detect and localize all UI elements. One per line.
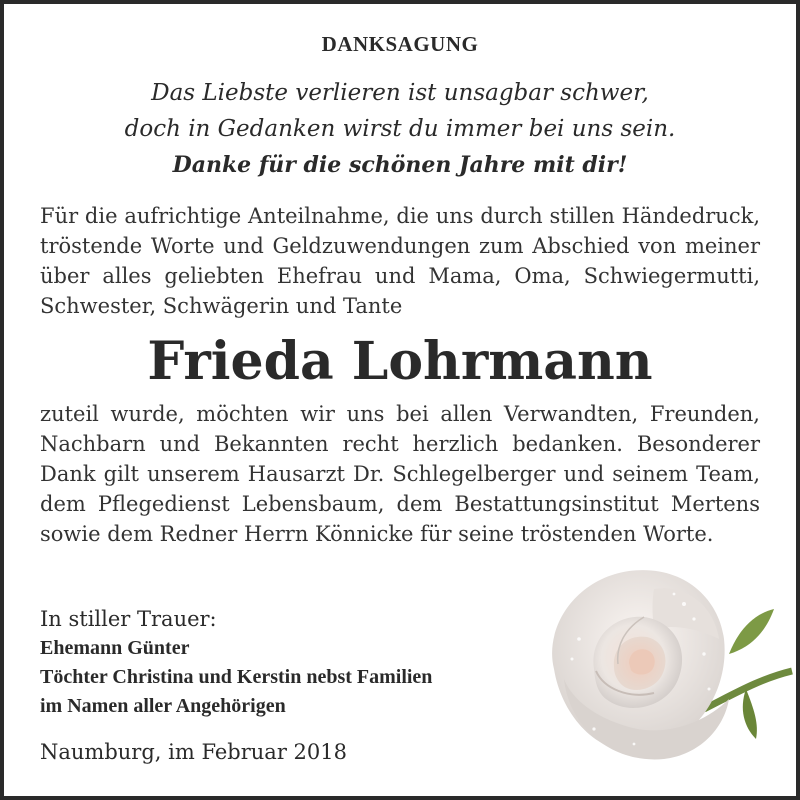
signatory-line: Ehemann Günter (40, 637, 190, 659)
mourning-intro: In stiller Trauer: (40, 607, 217, 631)
white-rose-image (534, 559, 794, 779)
signatory-line: im Namen aller Angehörigen (40, 695, 286, 717)
poem-line-1: Das Liebste verlieren ist unsagbar schwer, (151, 80, 649, 106)
poem (40, 75, 760, 183)
thanks-paragraph-2: zuteil wurde, möchten wir uns bei allen Verwandten, Freunden, Nachbarn und Bekannten recht herzlich bedanken. Besonderer Dank gilt unserem Hausarzt Dr. Schlegelberger und seinem Team, dem Pflegedienst Lebensbaum, dem Bestattungsinstitut Mertens sowie dem Redner Herrn Könnicke für seine tröstenden Worte. (40, 402, 760, 546)
poem-line-3: Danke für die schönen Jahre mit dir! (172, 152, 628, 178)
notice-heading: DANKSAGUNG (321, 32, 479, 56)
closing-block (40, 604, 432, 767)
poem-line-2: doch in Gedanken wirst du immer bei uns sein. (124, 116, 676, 142)
signatory-line: Töchter Christina und Kerstin nebst Familien (40, 666, 433, 688)
place-and-date: Naumburg, im Februar 2018 (40, 740, 347, 764)
thanks-paragraph-1: Für die aufrichtige Anteilnahme, die uns durch stillen Händedruck, tröstende Worte und Geldzuwendungen zum Abschied von meiner über alles geliebten Ehefrau und Mama, Oma, Schwiegermutti, Schwester, Schwägerin und Tante (40, 204, 760, 318)
deceased-name: Frieda Lohrmann (147, 331, 653, 392)
